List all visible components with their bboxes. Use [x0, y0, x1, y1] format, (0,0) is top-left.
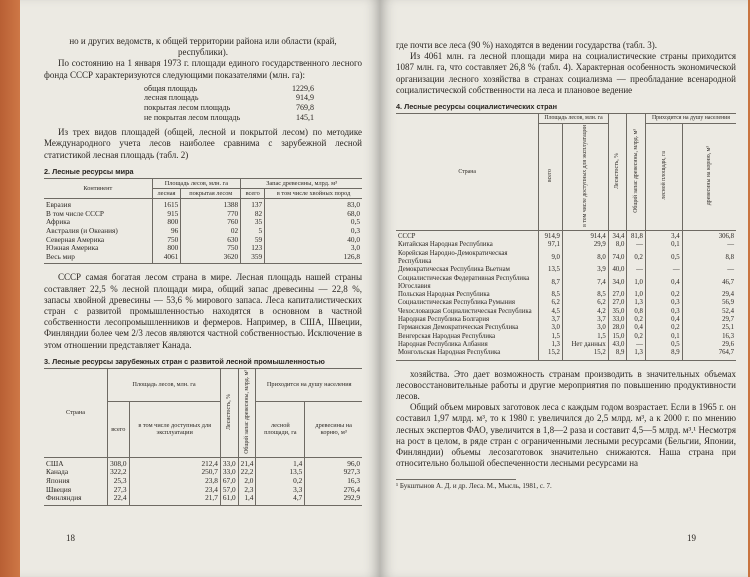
table-row: Социалистическая Федеративная Республика Югославия 8,7 7,4 34,0 1,0 0,4 46,7 [398, 274, 734, 290]
table-row: Монгольская Народная Республика 15,2 15,2 8,9 1,3 8,9 764,7 [396, 349, 736, 360]
right-paragraph: Общий объем мировых заготовок леса с каждым годом возрастает. Если в 1965 г. он составил 1,97 млрд. м³, то к 1980 г. увеличился до 2,5 млрд. м³, а к 2000 г. по мнению лесных экспертов ФАО, увеличится в 1,8—2 раза и составит 4,5—5 млрд. м³.¹ Несмотря на рост в целом, в ряде стран с ограниченными лесными ресурсами (Бельгии, Японии, Финляндии) объемы лесозаготовок значительно снижаются. Наша страна при относительно большой обеспеченности лесными ресурсами на [396, 402, 736, 469]
table-row: Южная Америка 800 750 123 3,0 [46, 243, 360, 253]
right-page-content [396, 40, 736, 490]
left-page [20, 0, 380, 577]
table-row: Австралия (и Океания) 96 02 5 0,3 [46, 225, 360, 235]
left-page-content [44, 36, 362, 506]
table-row: Евразия 1615 1388 137 83,0 [46, 200, 360, 210]
table-row: Канада 322,2 250,7 33,0 22,2 13,5 927,3 [46, 467, 360, 477]
area-list-row: лесная площадь 914,9 [144, 93, 314, 103]
table3-foreign-forest: Страна Площадь лесов, млн. га Лесистость, % Общий запас древесины, млрд. м³ Приходится на душу населения всего в том числе доступных для эксплуатации лесной площади, га древесины на корню, м³ США 308,0 212,4 33,0 21,4 1,4 96,0 Канада 322,2 250,7 33,0 22,2 13,5 927,3 Япония 25,3 23,8 67,0 2,0 0,2 16,3 Швеция 27,3 23,4 57,0 2,3 3,3 276,4 Финляндия 22,4 21,7 61,0 1,4 4,7 292,9 [44, 368, 362, 506]
table-row: Народная Республика Болгария 3,7 3,7 33,0 0,2 0,4 29,7 [398, 316, 734, 324]
table4-socialist-forest: Страна Площадь лесов, млн. га Лесистость, % Общий запас древесины, млрд. м³ Приходится на душу населения всего в том числе доступных для эксплуатации лесной площади, га древесины на корню, м³ СССР 914,9 914,4 34,4 81,8 3,4 306,8 Китайская Народная Республика 97,1 29,9 8,0 — 0,1 — Корейская Народно-Демократическая Республика 9,0 8,0 74,0 0,2 0,5 8,8 Демократическая Республика Вьетнам 13,5 3,9 40,0 — — — Социалистическая Федеративная Республика Югославия 8,7 7,4 34,0 1,0 0,4 46,7 Польская Народная Республика 8,5 8,5 27,0 1,0 0,2 29,4 Социалистическая Республика Румыния 6,2 6,2 27,0 1,3 0,3 56,9 Чехословацкая Социалистическая Республика 4,5 4,2 35,0 0,8 0,3 52,4 Народная Республика Болгария 3,7 3,7 33,0 0,2 0,4 29,7 Германская Демократическая Республика 3,0 3,0 28,0 0,4 0,2 25,1 Венгерская Народная Республика 1,5 1,5 15,0 0,2 0,1 16,3 Народная Республика Албания 1,3 Нет данных 43,0 — 0,5 29,6 Монгольская Народная Республика 15,2 15,2 8,9 1,3 8,9 764,7 [396, 113, 736, 360]
footnote: ¹ Букштынов А. Д. и др. Леса. М., Мысль, 1981, с. 7. [396, 479, 516, 490]
table-row: Венгерская Народная Республика 1,5 1,5 15,0 0,2 0,1 16,3 [398, 332, 734, 340]
page-number-left: 18 [66, 533, 75, 543]
area-list-row: покрытая лесом площадь 769,8 [144, 103, 314, 112]
right-page [380, 0, 748, 577]
table-row: Китайская Народная Республика 97,1 29,9 8,0 — 0,1 — [398, 241, 734, 249]
table2-caption: 2. Лесные ресурсы мира [44, 166, 134, 176]
area-list-row: общая площадь 1229,6 [144, 83, 314, 93]
table-row: США 308,0 212,4 33,0 21,4 1,4 96,0 [46, 458, 360, 468]
table-row: Северная Америка 750 630 59 40,0 [46, 234, 360, 244]
right-paragraph: где почти все леса (90 %) находятся в ведении государства (табл. 3). [396, 40, 657, 50]
table-row: СССР 914,9 914,4 34,4 81,8 3,4 306,8 [396, 231, 736, 242]
left-paragraph: По состоянию на 1 января 1973 г. площади единого государственного лесного фонда СССР характеризуются следующими показателями (млн. га): [44, 58, 362, 80]
book-cover-edge [0, 0, 22, 577]
table-row: Польская Народная Республика 8,5 8,5 27,0 1,0 0,2 29,4 [398, 291, 734, 299]
right-paragraph: Из 4061 млн. га лесной площади мира на социалистические страны приходится 1087 млн. га, что составляет 26,8 % (табл. 4). Характерная особенность экономической организации лесного хозяйства в странах социализма — преобладание всенародной социалистической собственности на леса и плановое ведение [396, 51, 736, 95]
table-row: Япония 25,3 23,8 67,0 2,0 0,2 16,3 [46, 475, 360, 485]
table2-world-forest: Континент Площадь лесов, млн. га Запас древесины, млрд. м³ лесная покрытая лесом всего в том числе хвойных пород Евразия 1615 1388 137 83,0 В том числе СССР 915 770 82 68,0 Африка 800 760 35 0,5 Австралия (и Океания) 96 02 5 0,3 Северная Америка 750 630 59 40,0 Южная Америка 800 750 123 3,0 Весь мир 4061 3620 359 126,8 [44, 178, 362, 265]
page-number-right: 19 [687, 533, 696, 543]
area-list-row: не покрытая лесом площадь 145,1 [144, 112, 314, 122]
table-row: Африка 800 760 35 0,5 [46, 217, 360, 227]
table-row: Народная Республика Албания 1,3 Нет данных 43,0 — 0,5 29,6 [398, 340, 734, 348]
table-row: Демократическая Республика Вьетнам 13,5 3,9 40,0 — — — [398, 266, 734, 274]
table-row: Корейская Народно-Демократическая Республика 9,0 8,0 74,0 0,2 0,5 8,8 [398, 249, 734, 265]
table-row: Германская Демократическая Республика 3,0 3,0 28,0 0,4 0,2 25,1 [398, 324, 734, 332]
table-row: Социалистическая Республика Румыния 6,2 6,2 27,0 1,3 0,3 56,9 [398, 299, 734, 307]
area-list [144, 84, 362, 122]
left-paragraph: но и других ведомств, к общей территории района или области (край, республики). [69, 36, 337, 58]
table-row: Чехословацкая Социалистическая Республика 4,5 4,2 35,0 0,8 0,3 52,4 [398, 307, 734, 315]
table-row: Швеция 27,3 23,4 57,0 2,3 3,3 276,4 [46, 484, 360, 494]
table3-caption: 3. Лесные ресурсы зарубежных стран с развитой лесной промышленностью [44, 356, 325, 366]
table-row: В том числе СССР 915 770 82 68,0 [46, 208, 360, 218]
left-paragraph: СССР самая богатая лесом страна в мире. Лесная площадь нашей страны составляет 22,5 % лесной площади мира, общий запас древесины — 22,8 %, запасы хвойной древесины — 53,6 % мирового запаса. Леса капиталистических стран с развитой промышленностью находятся в основном в частной собственности лесопромышленников и фермеров. Например, в США, Швеции, Финляндии более чем 2/3 лесов являются частной собственностью. Исключение в этом отношении представляет Канада. [44, 272, 362, 350]
table-row: Финляндия 22,4 21,7 61,0 1,4 4,7 292,9 [44, 494, 362, 505]
right-paragraph: хозяйства. Это дает возможность странам производить в значительных объемах лесовосстановительные работы и другие мероприятия по повышению продуктивности лесов. [396, 368, 736, 401]
left-paragraph: Из трех видов площадей (общей, лесной и покрытой лесом) по методике Международного учета лесов наиболее сравнима с зарубежной лесной статистикой лесная площадь (табл. 2) [44, 127, 362, 160]
table-row: Весь мир 4061 3620 359 126,8 [44, 253, 362, 264]
table4-caption: 4. Лесные ресурсы социалистических стран [396, 102, 558, 112]
